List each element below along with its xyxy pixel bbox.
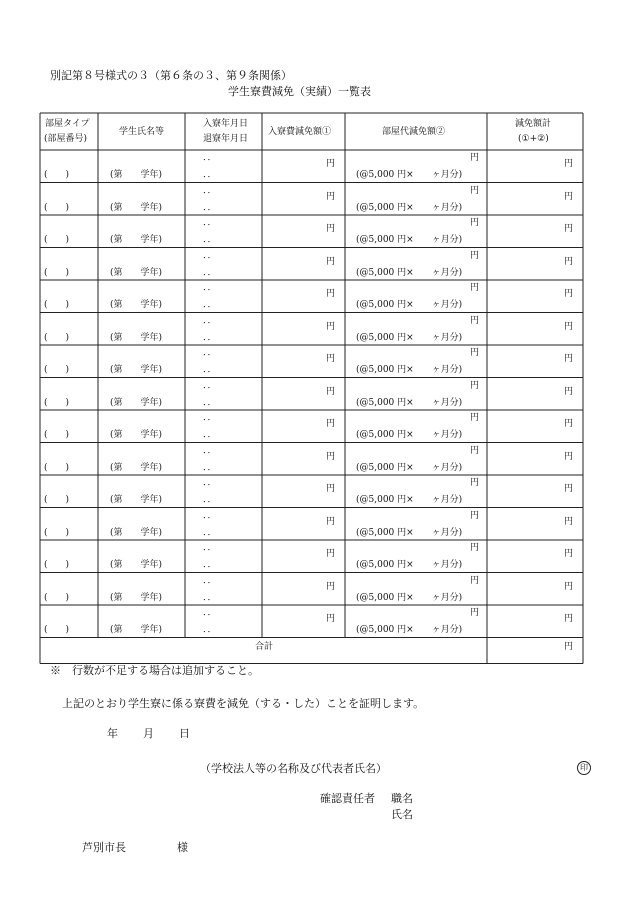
entry-date-cell: ．． <box>203 608 217 618</box>
student-year-cell: (第 学年) <box>110 397 163 408</box>
entry-fee-yen: 円 <box>326 191 336 202</box>
exit-date-cell: ．． <box>203 495 217 505</box>
room-fee-yen: 円 <box>470 348 480 358</box>
room-rate-cell: (@5,000 円× ヶ月分) <box>356 462 463 473</box>
room-number-cell: ( ) <box>44 202 70 213</box>
room-number-cell: ( ) <box>44 300 70 310</box>
entry-date-cell: ．． <box>203 348 217 358</box>
header-exit-date: 退寮年月日 <box>203 134 249 144</box>
room-rate-cell: (@5,000 円× ヶ月分) <box>356 430 463 440</box>
representative-label: （学校法人等の名称及び代表者氏名） <box>200 762 387 775</box>
confirmer-label: 確認責任者 <box>320 792 375 805</box>
room-rate-cell: (@5,000 円× ヶ月分) <box>356 495 463 505</box>
header-total-formula: (①+②) <box>518 134 549 144</box>
room-number-cell: ( ) <box>44 527 70 538</box>
room-number-cell: ( ) <box>44 430 70 440</box>
total-yen-cell: 円 <box>564 419 574 429</box>
exit-date-cell: ．． <box>203 592 217 603</box>
entry-fee-yen: 円 <box>326 386 336 397</box>
entry-fee-yen: 円 <box>326 419 336 429</box>
total-yen-cell: 円 <box>564 289 574 299</box>
exit-date-cell: ．． <box>203 625 217 635</box>
student-year-cell: (第 学年) <box>110 332 163 343</box>
addressee: 芦別市長 <box>82 841 126 854</box>
certification-text: 上記のとおり学生寮に係る寮費を減免（する・した）ことを証明します。 <box>62 697 425 710</box>
entry-date-cell: ．． <box>203 445 217 456</box>
header-total-reduction: 減免額計 <box>515 119 552 129</box>
total-yen-cell: 円 <box>564 256 574 267</box>
total-yen-cell: 円 <box>564 191 574 202</box>
room-fee-yen: 円 <box>470 315 480 326</box>
entry-date-cell: ．． <box>203 543 217 553</box>
entry-date-cell: ．． <box>203 283 217 293</box>
total-yen-cell: 円 <box>564 224 574 234</box>
room-fee-yen: 円 <box>470 153 480 163</box>
exit-date-cell: ．． <box>203 235 217 245</box>
room-number-cell: ( ) <box>44 592 70 603</box>
student-year-cell: (第 学年) <box>110 462 163 473</box>
total-yen-cell: 円 <box>564 386 574 397</box>
room-rate-cell: (@5,000 円× ヶ月分) <box>356 365 463 375</box>
room-fee-yen: 円 <box>470 185 480 196</box>
room-fee-yen: 円 <box>470 608 480 618</box>
entry-date-cell: ．． <box>203 510 217 521</box>
room-fee-yen: 円 <box>470 283 480 293</box>
room-number-cell: ( ) <box>44 365 70 375</box>
room-number-cell: ( ) <box>44 625 70 635</box>
entry-date-cell: ．． <box>203 380 217 391</box>
form-reference: 別記第８号様式の３（第６条の３、第９条関係） <box>50 69 292 82</box>
total-yen-cell: 円 <box>564 549 574 559</box>
entry-date-cell: ．． <box>203 185 217 196</box>
student-year-cell: (第 学年) <box>110 170 163 180</box>
entry-fee-yen: 円 <box>326 321 336 332</box>
entry-date-cell: ．． <box>203 575 217 586</box>
total-yen-cell: 円 <box>564 451 574 462</box>
entry-fee-yen: 円 <box>326 581 336 592</box>
room-rate-cell: (@5,000 円× ヶ月分) <box>356 560 463 570</box>
room-fee-yen: 円 <box>470 575 480 586</box>
exit-date-cell: ．． <box>203 397 217 408</box>
total-yen-cell: 円 <box>564 159 574 169</box>
room-fee-yen: 円 <box>470 250 480 261</box>
total-yen-cell: 円 <box>564 516 574 527</box>
exit-date-cell: ．． <box>203 332 217 343</box>
student-year-cell: (第 学年) <box>110 430 163 440</box>
room-rate-cell: (@5,000 円× ヶ月分) <box>356 235 463 245</box>
date-year: 年 <box>107 727 118 740</box>
entry-fee-yen: 円 <box>326 549 336 559</box>
room-number-cell: ( ) <box>44 495 70 505</box>
date-month: 月 <box>143 727 154 740</box>
student-year-cell: (第 学年) <box>110 300 163 310</box>
header-room-number: (部屋番号) <box>44 134 88 144</box>
room-number-cell: ( ) <box>44 170 70 180</box>
form-title: 学生寮費減免（実績）一覧表 <box>228 85 371 98</box>
entry-fee-yen: 円 <box>326 159 336 169</box>
entry-date-cell: ．． <box>203 153 217 163</box>
total-yen-cell: 円 <box>564 354 574 364</box>
entry-fee-yen: 円 <box>326 289 336 299</box>
total-yen-cell: 円 <box>564 484 574 494</box>
seal-icon: 印 <box>577 761 591 775</box>
exit-date-cell: ．． <box>203 202 217 213</box>
confirmer-position: 職名 <box>391 792 413 805</box>
entry-fee-yen: 円 <box>326 516 336 527</box>
room-number-cell: ( ) <box>44 397 70 408</box>
confirmer-name: 氏名 <box>391 808 413 821</box>
student-year-cell: (第 学年) <box>110 560 163 570</box>
entry-fee-yen: 円 <box>326 256 336 267</box>
exit-date-cell: ．． <box>203 170 217 180</box>
exit-date-cell: ．． <box>203 560 217 570</box>
addressee-honorific: 様 <box>177 841 188 854</box>
student-year-cell: (第 学年) <box>110 592 163 603</box>
room-fee-yen: 円 <box>470 218 480 228</box>
room-rate-cell: (@5,000 円× ヶ月分) <box>356 267 463 278</box>
exit-date-cell: ．． <box>203 462 217 473</box>
exit-date-cell: ．． <box>203 267 217 278</box>
exit-date-cell: ．． <box>203 365 217 375</box>
room-rate-cell: (@5,000 円× ヶ月分) <box>356 592 463 603</box>
room-rate-cell: (@5,000 円× ヶ月分) <box>356 397 463 408</box>
total-yen-cell: 円 <box>564 581 574 592</box>
student-year-cell: (第 学年) <box>110 365 163 375</box>
room-fee-yen: 円 <box>470 445 480 456</box>
room-rate-cell: (@5,000 円× ヶ月分) <box>356 300 463 310</box>
room-fee-yen: 円 <box>470 543 480 553</box>
entry-date-cell: ．． <box>203 315 217 326</box>
student-year-cell: (第 学年) <box>110 495 163 505</box>
entry-date-cell: ．． <box>203 218 217 228</box>
room-fee-yen: 円 <box>470 510 480 521</box>
room-rate-cell: (@5,000 円× ヶ月分) <box>356 625 463 635</box>
total-yen-cell: 円 <box>564 321 574 332</box>
exit-date-cell: ．． <box>203 430 217 440</box>
student-year-cell: (第 学年) <box>110 235 163 245</box>
entry-fee-yen: 円 <box>326 614 336 624</box>
total-yen-cell: 円 <box>564 614 574 624</box>
entry-date-cell: ．． <box>203 250 217 261</box>
header-student-name: 学生氏名等 <box>119 127 165 137</box>
header-entry-date: 入寮年月日 <box>203 119 249 129</box>
total-yen: 円 <box>564 642 574 652</box>
student-year-cell: (第 学年) <box>110 625 163 635</box>
room-number-cell: ( ) <box>44 267 70 278</box>
header-room-fee-reduction: 部屋代減免額② <box>382 127 446 137</box>
room-number-cell: ( ) <box>44 560 70 570</box>
room-number-cell: ( ) <box>44 235 70 245</box>
student-year-cell: (第 学年) <box>110 202 163 213</box>
room-rate-cell: (@5,000 円× ヶ月分) <box>356 332 463 343</box>
student-year-cell: (第 学年) <box>110 267 163 278</box>
entry-date-cell: ．． <box>203 413 217 423</box>
entry-fee-yen: 円 <box>326 224 336 234</box>
room-rate-cell: (@5,000 円× ヶ月分) <box>356 527 463 538</box>
room-fee-yen: 円 <box>470 478 480 488</box>
entry-date-cell: ．． <box>203 478 217 488</box>
header-room-type: 部屋タイプ <box>45 119 90 129</box>
room-number-cell: ( ) <box>44 462 70 473</box>
entry-fee-yen: 円 <box>326 354 336 364</box>
exit-date-cell: ．． <box>203 527 217 538</box>
room-fee-yen: 円 <box>470 413 480 423</box>
note: ※ 行数が不足する場合は追加すること。 <box>50 664 259 677</box>
entry-fee-yen: 円 <box>326 484 336 494</box>
date-day: 日 <box>179 727 190 740</box>
room-fee-yen: 円 <box>470 380 480 391</box>
room-number-cell: ( ) <box>44 332 70 343</box>
entry-fee-yen: 円 <box>326 451 336 462</box>
student-year-cell: (第 学年) <box>110 527 163 538</box>
header-entry-fee-reduction: 入寮費減免額① <box>268 127 332 137</box>
room-rate-cell: (@5,000 円× ヶ月分) <box>356 202 463 213</box>
exit-date-cell: ．． <box>203 300 217 310</box>
room-rate-cell: (@5,000 円× ヶ月分) <box>356 170 463 180</box>
total-label: 合計 <box>255 642 274 652</box>
